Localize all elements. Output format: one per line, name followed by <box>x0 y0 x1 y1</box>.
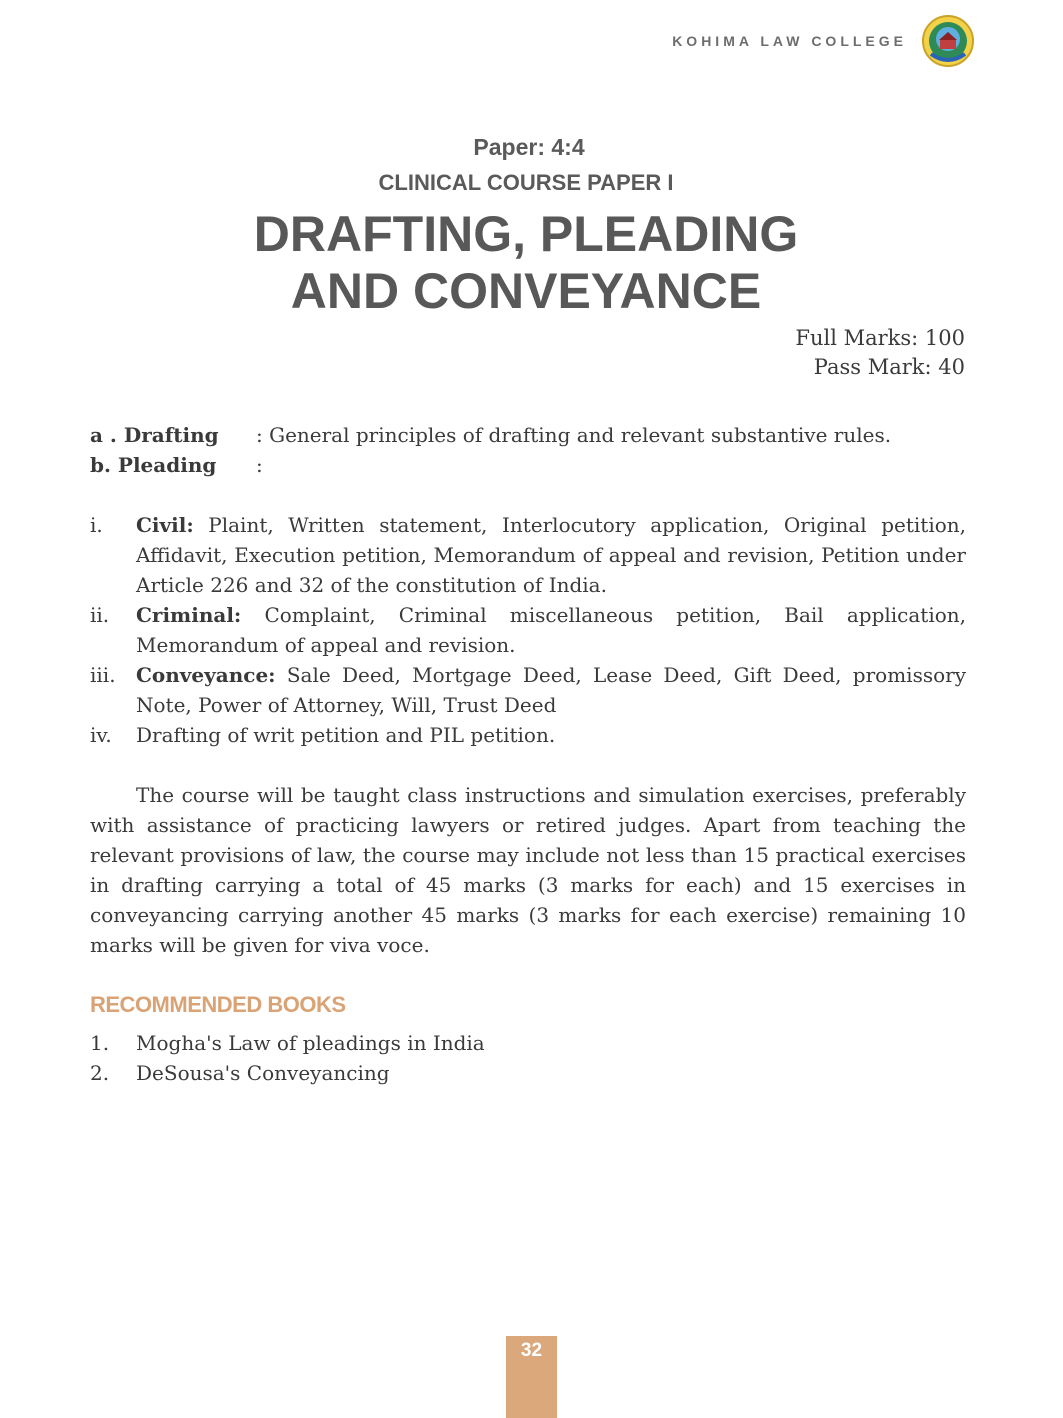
item-text: Sale Deed, Mortgage Deed, Lease Deed, Gift Deed, promissory Note, Power of Attorney, Will, Trust Deed <box>136 663 966 717</box>
item-label: Criminal: <box>136 603 242 627</box>
book-title: Mogha's Law of pleadings in India <box>136 1031 485 1055</box>
list-item <box>90 660 966 720</box>
definition-key: a . Drafting <box>90 423 219 447</box>
page-title <box>0 206 1052 320</box>
item-text: Complaint, Criminal miscellaneous petition, Bail application, Memorandum of appeal and revision. <box>136 603 967 657</box>
book-item <box>90 1058 966 1088</box>
definition-row <box>90 450 966 480</box>
college-name: KOHIMA LAW COLLEGE <box>672 33 907 49</box>
books-heading: RECOMMENDED BOOKS <box>90 992 346 1017</box>
page-number: 32 <box>520 1340 543 1361</box>
college-seal-icon <box>921 14 975 68</box>
item-label: Conveyance: <box>136 663 276 687</box>
item-number: iii. <box>90 663 116 687</box>
book-number: 2. <box>90 1061 110 1085</box>
item-number: i. <box>90 513 103 537</box>
list-item <box>90 510 966 600</box>
definition-row <box>90 420 966 450</box>
course-type: CLINICAL COURSE PAPER I <box>378 170 674 195</box>
marks-block <box>795 324 965 382</box>
book-number: 1. <box>90 1031 110 1055</box>
pleading-items <box>90 510 966 750</box>
definition-key: b. Pleading <box>90 453 217 477</box>
book-title: DeSousa's Conveyancing <box>136 1061 390 1085</box>
course-description: The course will be taught class instructions and simulation exercises, preferably with assistance of practicing lawyers or retired judges. Apart from teaching the relevant provisions of law, the course may include not less than 15 practical exercises in drafting carrying a total of 45 marks (3 marks for each) and 15 exercises in conveyancing carrying another 45 marks (3 marks for each exercise) remaining 10 marks will be given for viva voce. <box>90 783 966 957</box>
item-number: ii. <box>90 603 110 627</box>
page-header <box>672 14 975 68</box>
item-number: iv. <box>90 723 112 747</box>
pass-mark: Pass Mark: 40 <box>813 355 965 379</box>
title-line-2: AND CONVEYANCE <box>290 263 762 319</box>
page-number-tab <box>506 1336 557 1418</box>
title-line-1: DRAFTING, PLEADING <box>253 206 799 262</box>
item-text: Plaint, Written statement, Interlocutory application, Original petition, Affidavit, Execution petition, Memorandum of appeal and revision, Petition under Article 226 and 32 of the constitution of India. <box>136 513 967 597</box>
list-item <box>90 720 966 750</box>
item-text: Drafting of writ petition and PIL petition. <box>136 723 556 747</box>
syllabus-content <box>90 420 966 1088</box>
paper-number: Paper: 4:4 <box>473 134 585 160</box>
definition-value: : General principles of drafting and relevant substantive rules. <box>256 423 892 447</box>
full-marks: Full Marks: 100 <box>795 326 965 350</box>
list-item <box>90 600 966 660</box>
book-item <box>90 1028 966 1058</box>
definition-value: : <box>256 453 263 477</box>
item-label: Civil: <box>136 513 194 537</box>
